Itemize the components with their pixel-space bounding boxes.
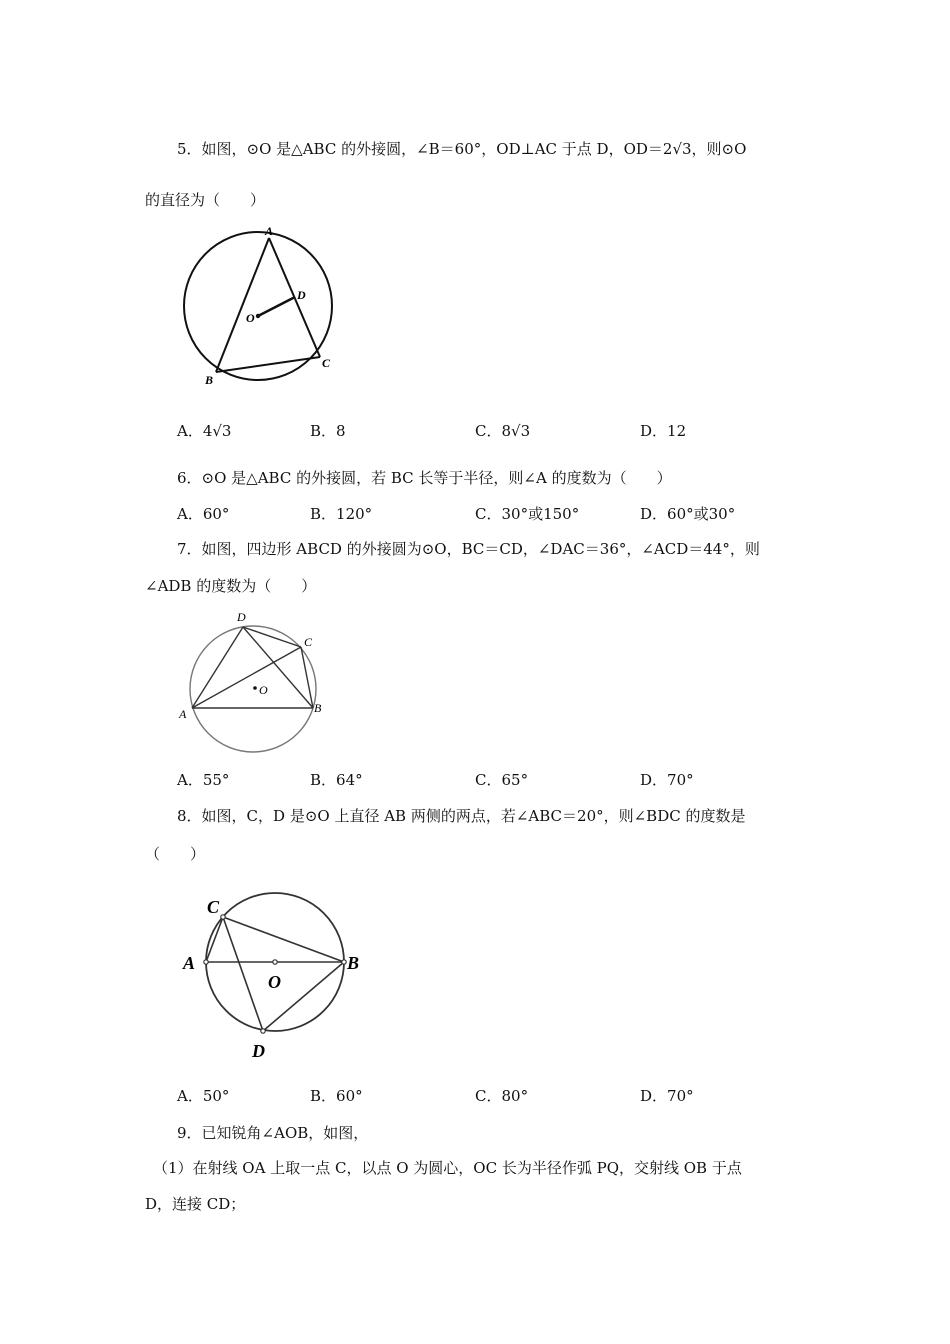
q8-choice-a[interactable]: A．50° xyxy=(177,1087,230,1105)
q8-point-b xyxy=(342,960,346,964)
q8-label-a: A xyxy=(183,953,196,973)
q5-side-ab xyxy=(216,238,269,372)
q8-choice-d[interactable]: D．70° xyxy=(640,1087,694,1105)
q8-text-line1: 8．如图，C，D 是⊙O 上直径 AB 两侧的两点，若∠ABC＝20°，则∠BDC 的度数是 xyxy=(177,807,746,825)
q5-text-line1: 5．如图，⊙O 是△ABC 的外接圆，∠B＝60°，OD⊥AC 于点 D，OD＝2√3，则⊙O xyxy=(177,140,747,158)
q5-choice-b[interactable]: B．8 xyxy=(310,422,346,440)
q6-choice-c[interactable]: C．30°或150° xyxy=(475,505,580,523)
q5-center-dot xyxy=(256,314,260,318)
q7-text-line1: 7．如图，四边形 ABCD 的外接圆为⊙O，BC＝CD，∠DAC＝36°，∠ACD＝44°，则 xyxy=(177,540,760,558)
q7-text-line2: ∠ADB 的度数为（ ） xyxy=(145,577,317,595)
q6-text-line1: 6．⊙O 是△ABC 的外接圆，若 BC 长等于半径，则∠A 的度数为（ ） xyxy=(177,469,672,487)
q7-choice-d[interactable]: D．70° xyxy=(640,771,694,789)
q9-text-line2: （1）在射线 OA 上取一点 C，以点 O 为圆心，OC 长为半径作弧 PQ，交射线 OB 于点 xyxy=(153,1159,742,1177)
q7-label-b: B xyxy=(314,701,322,715)
q5-choice-c[interactable]: C．8√3 xyxy=(475,422,531,440)
q6-choice-d[interactable]: D．60°或30° xyxy=(640,505,736,523)
q5-label-c: C xyxy=(322,356,331,370)
q7-diagonal-ac xyxy=(192,647,301,708)
q5-choice-d[interactable]: D．12 xyxy=(640,422,687,440)
q7-center-dot xyxy=(253,686,257,690)
q8-text-line2: （ ） xyxy=(145,845,206,863)
q7-label-c: C xyxy=(304,635,313,649)
q8-point-d xyxy=(261,1029,265,1033)
q5-label-o: O xyxy=(246,311,255,325)
q5-text-line2: 的直径为（ ） xyxy=(145,191,266,209)
q7-label-o: O xyxy=(259,683,268,697)
q5-segment-od xyxy=(258,297,295,316)
q5-label-d: D xyxy=(297,288,306,302)
q8-label-b: B xyxy=(347,953,360,973)
q5-label-a: A xyxy=(265,224,274,238)
q9-text-line1: 9．已知锐角∠AOB，如图， xyxy=(177,1124,369,1142)
q8-figure xyxy=(176,890,376,1065)
q8-label-o: O xyxy=(268,972,281,992)
q8-label-c: C xyxy=(207,897,220,917)
q7-label-d: D xyxy=(237,610,246,624)
q5-label-b: B xyxy=(205,373,214,387)
q7-choice-b[interactable]: B．64° xyxy=(310,771,363,789)
q5-figure xyxy=(176,222,356,392)
q5-choice-a[interactable]: A．4√3 xyxy=(177,422,232,440)
q8-choice-c[interactable]: C．80° xyxy=(475,1087,529,1105)
q8-chord-cb xyxy=(223,917,344,962)
q8-choice-b[interactable]: B．60° xyxy=(310,1087,363,1105)
q7-label-a: A xyxy=(179,707,187,721)
q7-figure xyxy=(176,605,336,755)
q6-choice-a[interactable]: A．60° xyxy=(177,505,230,523)
q8-point-a xyxy=(204,960,208,964)
q8-label-d: D xyxy=(252,1041,265,1061)
q8-chord-ac xyxy=(206,917,223,962)
q6-choice-b[interactable]: B．120° xyxy=(310,505,373,523)
q7-choice-c[interactable]: C．65° xyxy=(475,771,529,789)
q8-center-dot xyxy=(273,960,277,964)
q7-side-da xyxy=(192,627,243,708)
q7-choice-a[interactable]: A．55° xyxy=(177,771,230,789)
q8-point-c xyxy=(221,915,225,919)
q9-text-line3: D，连接 CD； xyxy=(145,1195,246,1213)
